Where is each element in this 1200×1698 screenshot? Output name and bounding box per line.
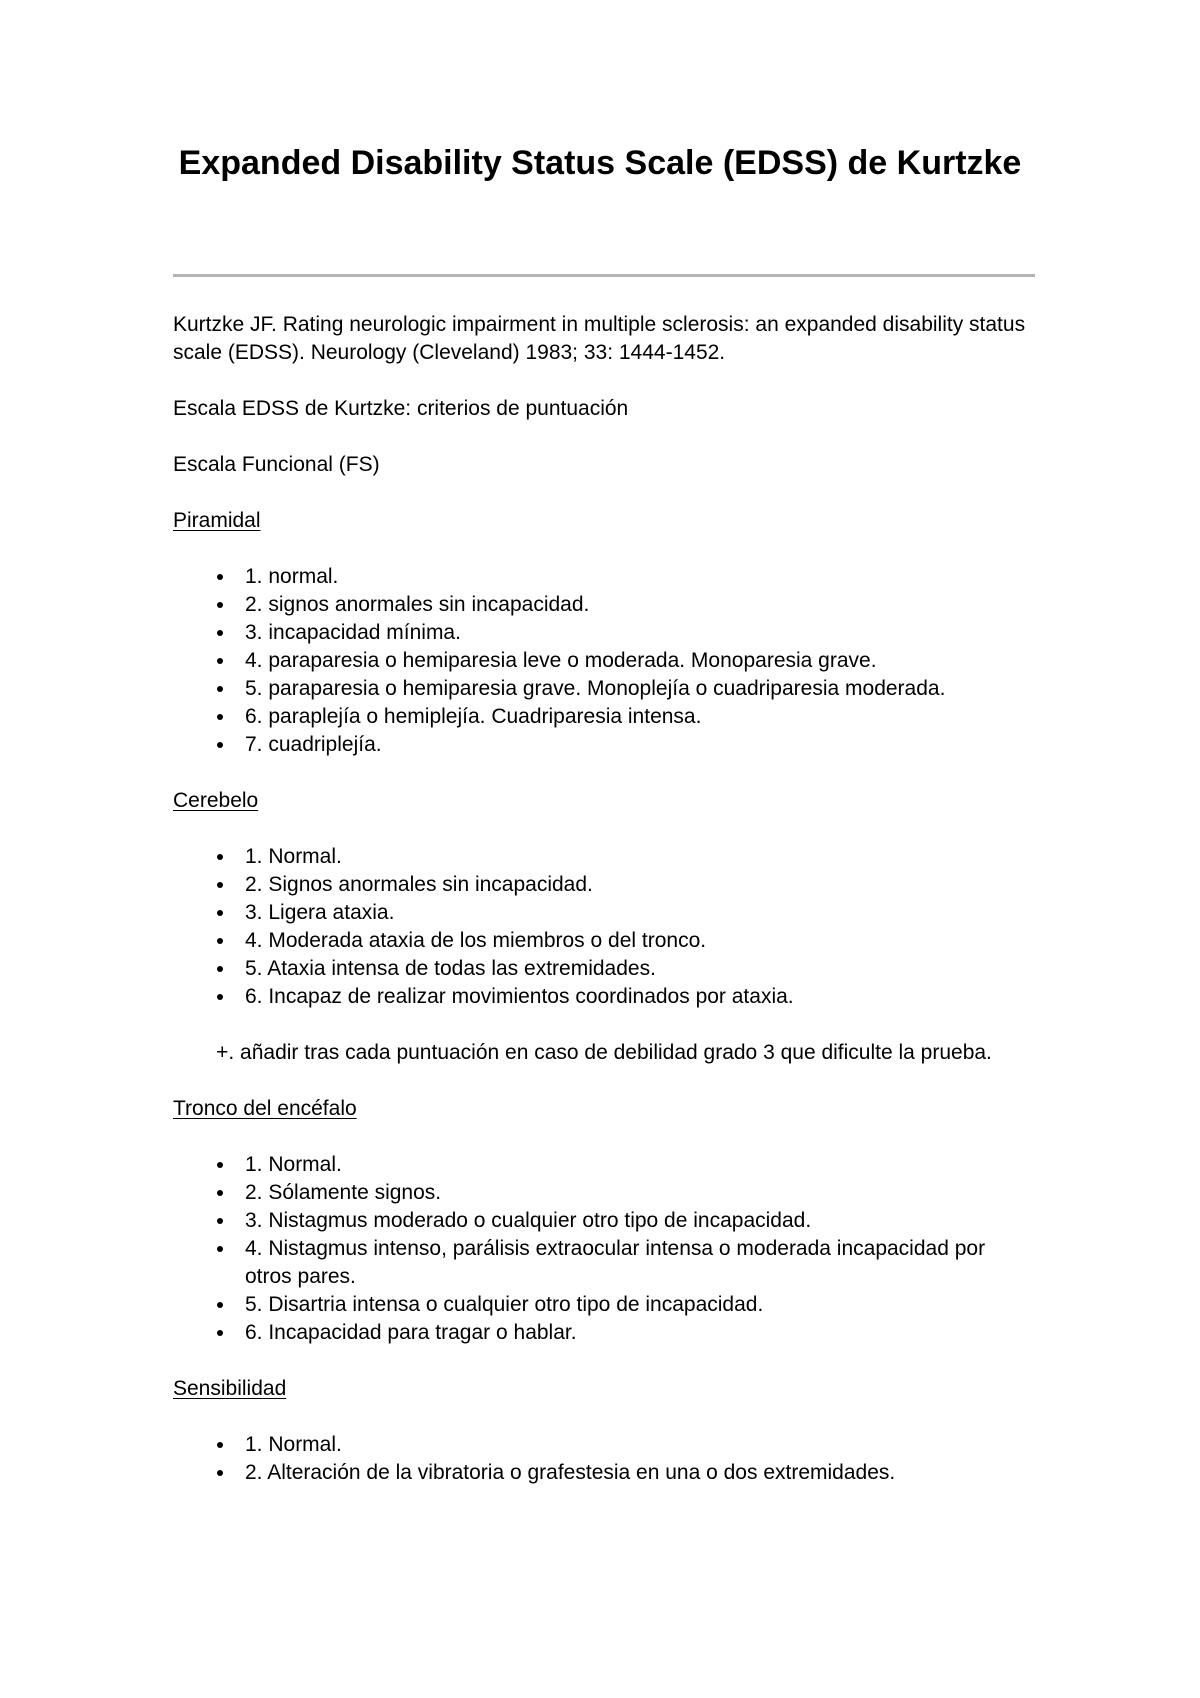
list-sensibilidad — [173, 1431, 1035, 1487]
list-item — [173, 1291, 1035, 1319]
list-item-text: 6. Incapacidad para tragar o hablar. — [245, 1321, 577, 1344]
list-item-text: 3. Ligera ataxia. — [245, 901, 395, 924]
list-item — [173, 1151, 1035, 1179]
list-item-text: 5. Ataxia intensa de todas las extremidades. — [245, 957, 656, 980]
bullet-icon — [217, 1470, 223, 1476]
bullet-icon — [217, 938, 223, 944]
list-item-text: 5. paraparesia o hemiparesia grave. Monoplejía o cuadriparesia moderada. — [245, 677, 946, 700]
bullet-icon — [217, 994, 223, 1000]
list-item-text: 4. Nistagmus intenso, parálisis extraocular intensa o moderada incapacidad por otros pares. — [245, 1237, 986, 1288]
bullet-icon — [217, 658, 223, 664]
section-heading-piramidal: Piramidal — [173, 509, 261, 532]
bullet-icon — [217, 686, 223, 692]
list-item — [173, 619, 1035, 647]
bullet-icon — [217, 1162, 223, 1168]
list-item-text: 1. Normal. — [245, 1433, 342, 1456]
document-body — [173, 311, 1035, 1515]
list-item — [173, 731, 1035, 759]
list-item-text: 4. Moderada ataxia de los miembros o del tronco. — [245, 929, 707, 952]
list-item — [173, 955, 1035, 983]
bullet-icon — [217, 1302, 223, 1308]
list-item — [173, 1459, 1035, 1487]
list-item — [173, 843, 1035, 871]
bullet-icon — [217, 714, 223, 720]
list-item-text: 2. Signos anormales sin incapacidad. — [245, 873, 593, 896]
page-title: Expanded Disability Status Scale (EDSS) de Kurtzke — [178, 144, 1022, 182]
list-item — [173, 1179, 1035, 1207]
list-item — [173, 1431, 1035, 1459]
bullet-icon — [217, 1218, 223, 1224]
bullet-icon — [217, 966, 223, 972]
list-item-text: 4. paraparesia o hemiparesia leve o moderada. Monoparesia grave. — [245, 649, 877, 672]
list-item-text: 1. Normal. — [245, 845, 342, 868]
list-item — [173, 591, 1035, 619]
list-item — [173, 899, 1035, 927]
bullet-icon — [217, 742, 223, 748]
bullet-icon — [217, 1442, 223, 1448]
section-heading-sensibilidad: Sensibilidad — [173, 1377, 287, 1400]
bullet-icon — [217, 630, 223, 636]
horizontal-divider — [173, 274, 1035, 277]
list-piramidal — [173, 563, 1035, 759]
list-item — [173, 647, 1035, 675]
cerebelo-note: +. añadir tras cada puntuación en caso de debilidad grado 3 que dificulte la prueba. — [216, 1041, 992, 1064]
list-item-text: 6. paraplejía o hemiplejía. Cuadriparesia intensa. — [245, 705, 702, 728]
functional-scale-label: Escala Funcional (FS) — [173, 453, 380, 476]
section-heading-tronco: Tronco del encéfalo — [173, 1097, 357, 1120]
list-item-text: 2. signos anormales sin incapacidad. — [245, 593, 590, 616]
list-item-text: 1. normal. — [245, 565, 339, 588]
list-item — [173, 927, 1035, 955]
list-item-text: 3. Nistagmus moderado o cualquier otro tipo de incapacidad. — [245, 1209, 812, 1232]
list-item-text: 5. Disartria intensa o cualquier otro tipo de incapacidad. — [245, 1293, 764, 1316]
list-item-text: 2. Sólamente signos. — [245, 1181, 442, 1204]
citation: Kurtzke JF. Rating neurologic impairment in multiple sclerosis: an expanded disability status scale (EDSS). Neurology (Cleveland) 1983; 33: 1444-1452. — [173, 313, 1026, 364]
list-item — [173, 983, 1035, 1011]
list-item — [173, 1235, 1035, 1291]
section-heading-cerebelo: Cerebelo — [173, 789, 259, 812]
list-item-text: 1. Normal. — [245, 1153, 342, 1176]
bullet-icon — [217, 854, 223, 860]
list-item — [173, 675, 1035, 703]
list-item — [173, 703, 1035, 731]
list-item — [173, 871, 1035, 899]
list-item-text: 7. cuadriplejía. — [245, 733, 382, 756]
bullet-icon — [217, 602, 223, 608]
list-tronco — [173, 1151, 1035, 1347]
bullet-icon — [217, 1246, 223, 1252]
list-item — [173, 1319, 1035, 1347]
list-item-text: 3. incapacidad mínima. — [245, 621, 461, 644]
bullet-icon — [217, 1330, 223, 1336]
bullet-icon — [217, 574, 223, 580]
bullet-icon — [217, 882, 223, 888]
list-item-text: 6. Incapaz de realizar movimientos coordinados por ataxia. — [245, 985, 794, 1008]
list-item — [173, 563, 1035, 591]
bullet-icon — [217, 910, 223, 916]
bullet-icon — [217, 1190, 223, 1196]
list-item — [173, 1207, 1035, 1235]
list-item-text: 2. Alteración de la vibratoria o grafestesia en una o dos extremidades. — [245, 1461, 896, 1484]
scale-title: Escala EDSS de Kurtzke: criterios de puntuación — [173, 397, 629, 420]
list-cerebelo — [173, 843, 1035, 1011]
